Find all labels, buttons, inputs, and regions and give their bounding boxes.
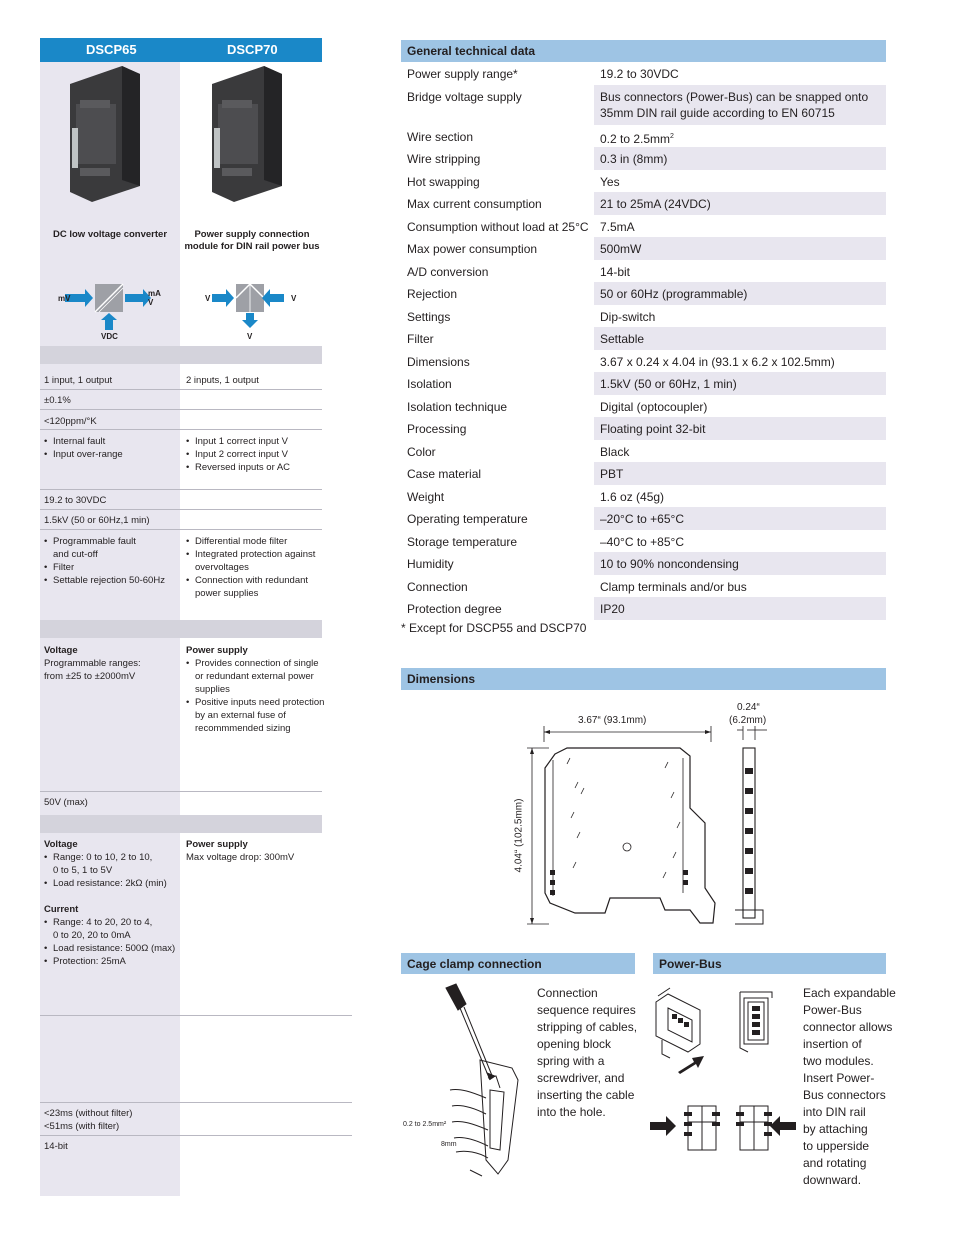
general-row — [401, 372, 886, 395]
input-col2: Power supply • Provides connection of single or redundant external power supplies • Positive inputs need protection by an external fuse of recommmended sizing — [186, 644, 324, 735]
footnote: * Except for DSCP55 and DSCP70 — [401, 621, 587, 635]
row-divider — [40, 1102, 352, 1103]
r7c1: • Programmable fault and cut-off • Filter • Settable rejection 50-60Hz — [44, 535, 165, 587]
general-row-value-cell — [594, 237, 886, 260]
r6c1: 1.5kV (50 or 60Hz,1 min) — [44, 515, 150, 526]
general-row — [401, 440, 886, 463]
row-divider — [40, 529, 322, 530]
general-row — [401, 282, 886, 305]
general-row-label: Power supply range* — [407, 67, 518, 81]
powerbus-description: Each expandable Power-Bus connector allows insertion of two modules. Insert Power- Bus connectors into DIN rail by attaching to upperside and rotating downward. — [803, 986, 896, 1187]
general-row — [401, 215, 886, 238]
r2c1: ±0.1% — [44, 395, 71, 406]
general-row-label: Consumption without load at 25°C — [407, 219, 589, 234]
general-row-value: 0.3 in (8mm) — [600, 152, 668, 166]
r8c1: 50V (max) — [44, 797, 88, 808]
general-row-value: Dip-switch — [600, 309, 656, 324]
general-row-label: Rejection — [407, 287, 458, 301]
dscp70-product-image — [204, 64, 296, 204]
general-row-label: Wire stripping — [407, 152, 481, 166]
product1-name: DC low voltage converter — [52, 229, 168, 240]
diag1-supply-label: VDC — [101, 332, 118, 341]
diag1-out-bot-label: V — [148, 298, 154, 307]
row-divider — [40, 1015, 352, 1016]
col1-title: DSCP65 — [86, 42, 137, 57]
general-row-value-cell — [594, 260, 886, 283]
diag2-supply-label: V — [247, 332, 253, 341]
general-row-value-cell — [594, 85, 886, 125]
general-row-label: A/D conversion — [407, 264, 489, 279]
general-row-value-cell — [594, 372, 886, 395]
general-row — [401, 192, 886, 215]
general-row-value-cell — [594, 597, 886, 620]
general-row-label: Wire section — [407, 129, 474, 144]
r7c2: • Differential mode filter • Integrated protection against overvoltages • Connection with redundant power supplies — [186, 535, 315, 600]
row-divider — [40, 429, 322, 430]
general-row — [401, 575, 886, 598]
general-row-value-line2: 35mm DIN rail guide according to EN 60715 — [600, 105, 835, 120]
depth-label-1: 0.24“ — [737, 702, 760, 713]
general-row-label: Max current consumption — [407, 197, 542, 211]
depth-label-2: (6.2mm) — [729, 715, 767, 726]
general-row — [401, 462, 886, 485]
general-row — [401, 125, 886, 148]
r4c1: • Internal fault • Input over-range — [44, 435, 123, 461]
r3c1: <120ppm/°K — [44, 416, 97, 427]
general-row-value-cell — [594, 485, 886, 508]
general-row-value: 1.5kV (50 or 60Hz, 1 min) — [600, 377, 737, 391]
general-row-label: Humidity — [407, 557, 454, 571]
general-row — [401, 485, 886, 508]
general-row-value: 10 to 90% noncondensing — [600, 557, 739, 571]
general-row-value: 14-bit — [600, 264, 631, 279]
product2-name: Power supply connection module for DIN rail power bus — [184, 229, 320, 252]
dscp65-product-image — [62, 64, 154, 204]
general-row-value: 3.67 x 0.24 x 4.04 in (93.1 x 6.2 x 102.5mm) — [600, 354, 835, 369]
general-row-value: 7.5mA — [600, 219, 635, 234]
row-divider — [40, 389, 322, 390]
diag2-out-label: V — [291, 294, 297, 303]
general-row-value: 0.2 to 2.5mm — [600, 131, 671, 146]
general-row-value-cell — [594, 170, 886, 193]
general-row-value: PBT — [600, 467, 624, 481]
dimension-drawing — [515, 698, 785, 928]
general-row-value: 21 to 25mA (24VDC) — [600, 197, 711, 211]
general-row-value: –40°C to +85°C — [600, 534, 684, 549]
powerbus-header: Power-Bus — [653, 953, 886, 974]
general-row-value: Black — [600, 444, 630, 459]
section-band-output — [40, 815, 322, 833]
general-row-value-cell — [594, 530, 886, 553]
section-band-input — [40, 620, 322, 638]
general-row — [401, 170, 886, 193]
r1c2: 2 inputs, 1 output — [186, 375, 259, 386]
r10c1: 14-bit — [44, 1141, 68, 1152]
general-row-label: Hot swapping — [407, 174, 480, 189]
general-row — [401, 147, 886, 170]
general-row-value: IP20 — [600, 602, 625, 616]
general-row — [401, 552, 886, 575]
general-row — [401, 305, 886, 328]
general-row-label: Color — [407, 444, 436, 459]
general-row-value-cell — [594, 350, 886, 373]
general-row-label: Connection — [407, 579, 468, 594]
general-row-label: Case material — [407, 467, 482, 481]
general-row-label: Isolation — [407, 377, 452, 391]
col2-title: DSCP70 — [227, 42, 278, 57]
general-row — [401, 62, 886, 85]
general-row — [401, 327, 886, 350]
strip-length-label: 8mm — [441, 1141, 457, 1148]
general-row-label: Processing — [407, 422, 467, 436]
general-row-label: Bridge voltage supply — [407, 89, 522, 104]
row-divider — [40, 509, 322, 510]
general-row-value: Digital (optocoupler) — [600, 399, 708, 414]
r1c1: 1 input, 1 output — [44, 375, 113, 386]
general-row-label: Weight — [407, 489, 445, 504]
input-col1: Voltage Programmable ranges: from ±25 to ±2000mV — [44, 645, 141, 682]
general-row-label: Max power consumption — [407, 242, 538, 256]
general-row-value: Floating point 32-bit — [600, 422, 706, 436]
diag1-in-label: mV — [58, 294, 71, 303]
height-label: 4.04“ (102.5mm) — [513, 798, 525, 873]
general-row — [401, 395, 886, 418]
general-row — [401, 237, 886, 260]
general-row-value-cell — [594, 215, 886, 238]
output-col1: Voltage • Range: 0 to 10, 2 to 10, 0 to 5, 1 to 5V • Load resistance: 2kΩ (min) Current • Range: 4 to 20, 20 to 4, 0 to 20, 20 to 0mA • Load resistance: 500Ω (max) • Protection: 25mA — [44, 838, 175, 968]
row-divider — [40, 1135, 352, 1136]
general-row-value-cell — [594, 462, 886, 485]
general-row-label: Filter — [407, 332, 434, 346]
powerbus-illustration — [648, 982, 798, 1162]
diag1-out-top-label: mA — [148, 289, 161, 298]
general-row-value-cell — [594, 440, 886, 463]
general-row-value-cell — [594, 62, 886, 85]
general-row — [401, 85, 886, 125]
dimensions-header: Dimensions — [401, 668, 886, 690]
general-row-label: Settings — [407, 309, 451, 324]
general-row-value: Yes — [600, 174, 620, 189]
general-row-value-cell — [594, 575, 886, 598]
general-row-value-cell — [594, 125, 886, 148]
row-divider — [40, 409, 322, 410]
general-row-value: 50 or 60Hz (programmable) — [600, 287, 748, 301]
general-row — [401, 597, 886, 620]
power-module-block-diagram — [200, 282, 305, 342]
general-row-value-cell — [594, 282, 886, 305]
general-row-value: 500mW — [600, 242, 642, 256]
general-row — [401, 350, 886, 373]
general-row-value: –20°C to +65°C — [600, 512, 684, 526]
general-row-value-cell — [594, 417, 886, 440]
output-col2: Power supply Max voltage drop: 300mV — [186, 839, 295, 863]
section-band-general — [40, 346, 322, 364]
general-row-label: Operating temperature — [407, 512, 528, 526]
r4c2: • Input 1 correct input V • Input 2 correct input V • Reversed inputs or AC — [186, 435, 290, 474]
general-row — [401, 530, 886, 553]
general-row-value: 19.2 to 30VDC — [600, 67, 679, 81]
r5c1: 19.2 to 30VDC — [44, 495, 107, 506]
product-header — [40, 38, 322, 62]
row-divider — [40, 791, 322, 792]
general-row-value: Bus connectors (Power-Bus) can be snapped onto — [600, 89, 869, 104]
general-row-value-cell — [594, 305, 886, 328]
general-row — [401, 260, 886, 283]
general-row-value-cell — [594, 507, 886, 530]
general-row-label: Protection degree — [407, 602, 502, 616]
row-divider — [40, 489, 322, 490]
cage-clamp-illustration — [400, 980, 530, 1180]
r9c1: <23ms (without filter) <51ms (with filter) — [44, 1108, 133, 1132]
wire-section-label: 0.2 to 2.5mm² — [403, 1121, 447, 1128]
general-header: General technical data — [401, 40, 886, 62]
general-row-value-cell — [594, 327, 886, 350]
general-row-value: Settable — [600, 332, 645, 346]
cage-description: Connection sequence requires stripping of cables, opening block spring with a screwdriver, and inserting the cable into the hole. — [537, 986, 638, 1119]
general-row-value: 1.6 oz (45g) — [600, 489, 665, 504]
general-row-value: Clamp terminals and/or bus — [600, 579, 747, 594]
general-row-label: Storage temperature — [407, 534, 518, 549]
general-row-value-cell — [594, 552, 886, 575]
general-row-label: Dimensions — [407, 354, 470, 369]
general-row — [401, 507, 886, 530]
general-row-value-cell — [594, 192, 886, 215]
general-row-label: Isolation technique — [407, 399, 508, 414]
diag2-in-label: V — [205, 294, 211, 303]
cage-header: Cage clamp connection — [401, 953, 635, 974]
general-row — [401, 417, 886, 440]
general-row-sup: 2 — [670, 132, 674, 140]
general-row-value-cell — [594, 147, 886, 170]
general-row-value-cell — [594, 395, 886, 418]
width-label: 3.67“ (93.1mm) — [578, 715, 647, 726]
